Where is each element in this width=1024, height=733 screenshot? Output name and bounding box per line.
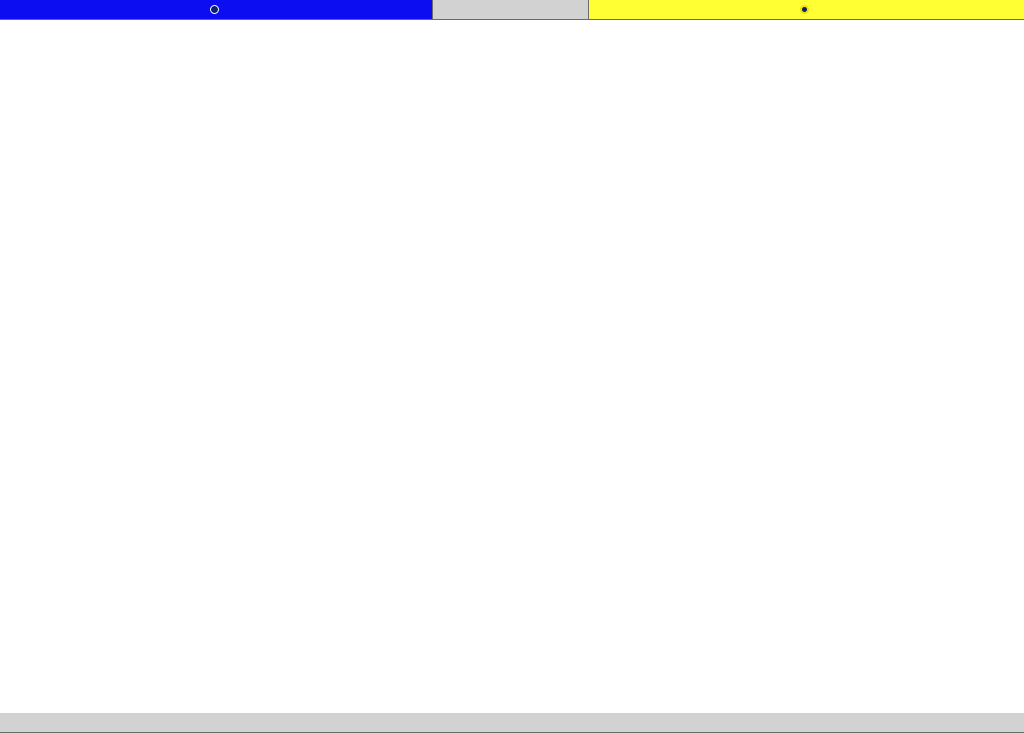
- referee-header: [433, 0, 589, 20]
- footer-note: [0, 713, 1024, 733]
- fenerbahce-crest-icon: [800, 5, 809, 14]
- rangers-header: [0, 0, 433, 20]
- rangers-crest-icon: [210, 5, 219, 14]
- fenerbahce-header: [589, 0, 1024, 20]
